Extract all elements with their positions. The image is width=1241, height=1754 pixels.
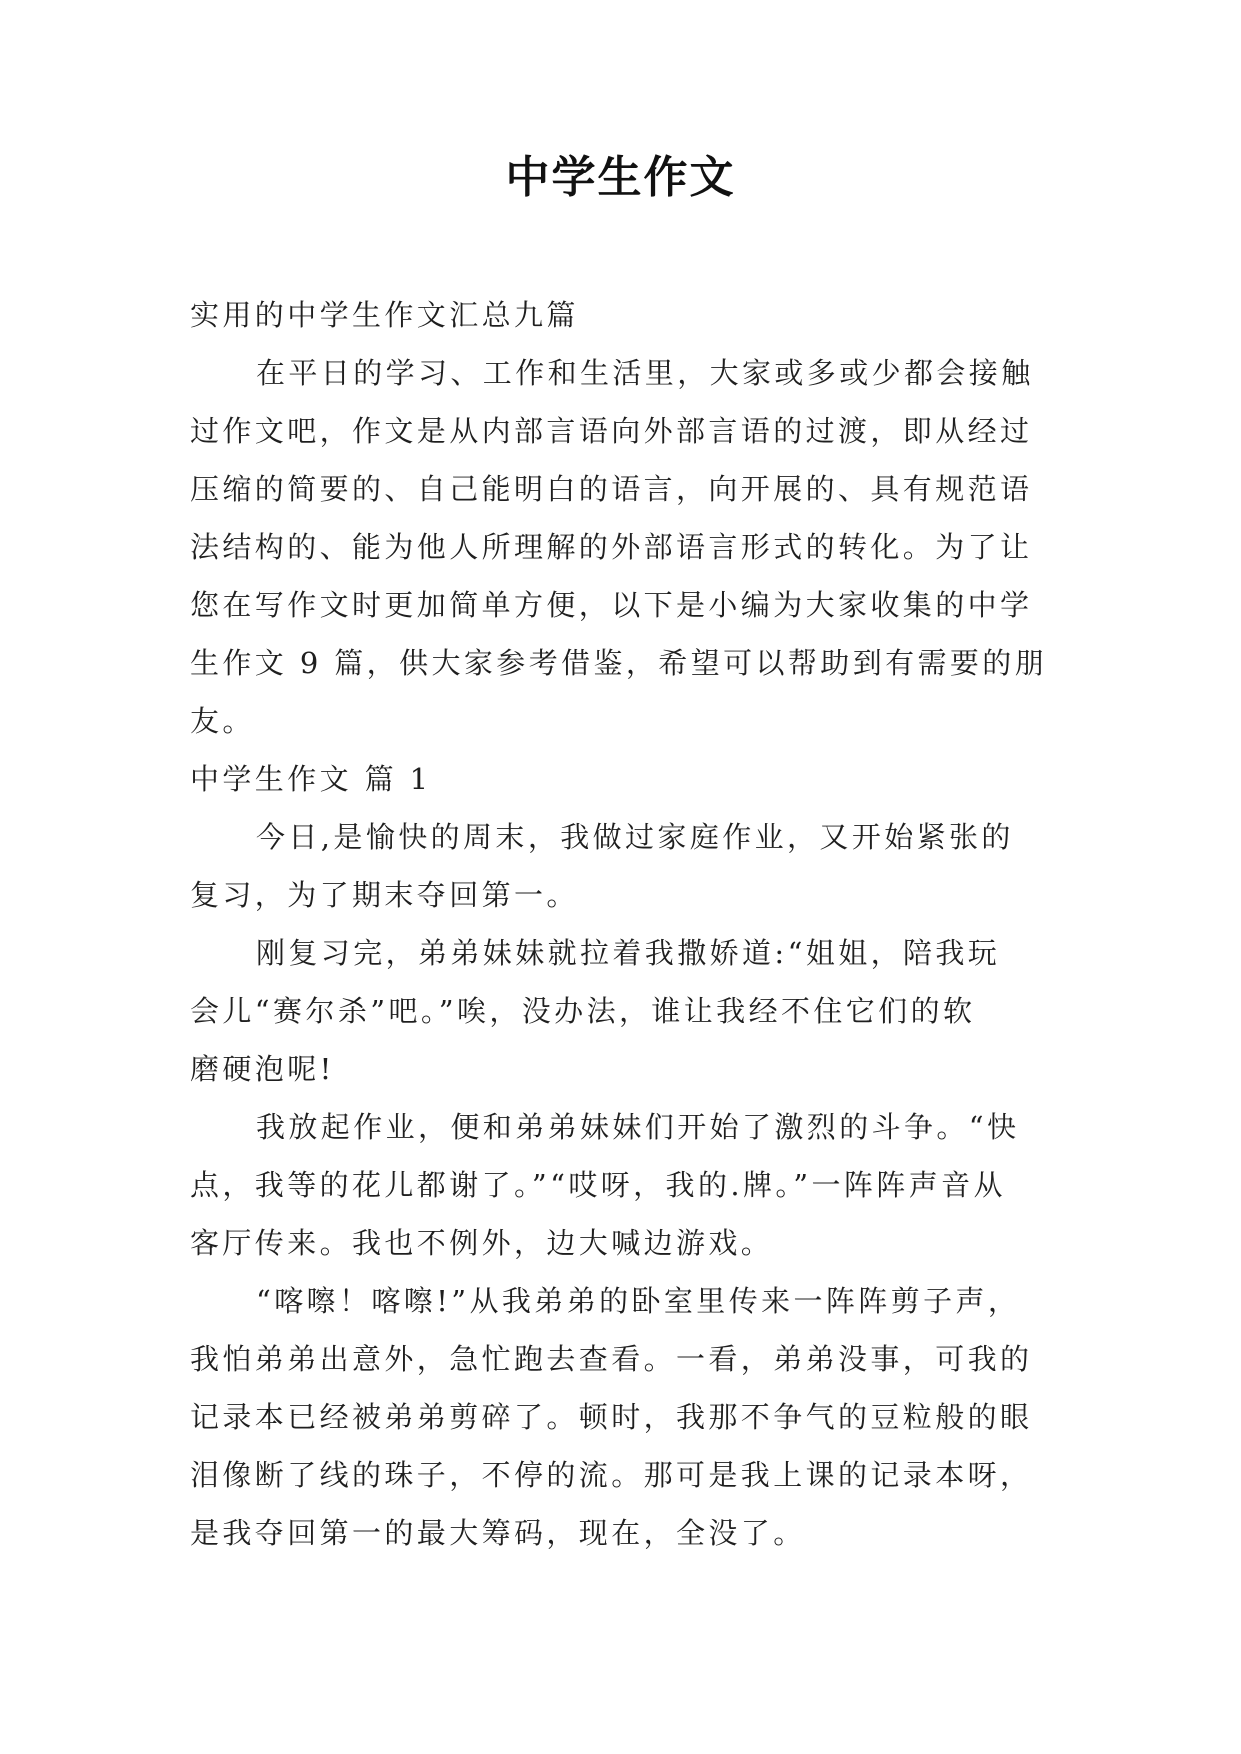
text-line: 压缩的简要的、自己能明白的语言，向开展的、具有规范语 xyxy=(190,472,1033,506)
text-line: 客厅传来。我也不例外，边大喊边游戏。 xyxy=(190,1226,774,1260)
document-body xyxy=(190,286,1050,1562)
text-line: 点，我等的花儿都谢了。”“哎呀，我的.牌。”一阵阵声音从 xyxy=(190,1168,1006,1202)
text-line: 过作文吧，作文是从内部言语向外部言语的过渡，即从经过 xyxy=(190,414,1033,448)
text-line: 生作文 9 篇，供大家参考借鉴，希望可以帮助到有需要的朋 xyxy=(190,646,1048,680)
text-line: 实用的中学生作文汇总九篇 xyxy=(190,298,579,332)
text-line: 中学生作文 篇 1 xyxy=(190,762,432,796)
text-line: 今日,是愉快的周末，我做过家庭作业，又开始紧张的 xyxy=(256,820,1014,854)
text-line: 会儿“赛尔杀”吧。”唉，没办法，谁让我经不住它们的软 xyxy=(190,994,976,1028)
text-line: 我放起作业，便和弟弟妹妹们开始了激烈的斗争。“快 xyxy=(256,1110,1020,1144)
document-title: 中学生作文 xyxy=(505,152,736,203)
text-line: 是我夺回第一的最大筹码，现在，全没了。 xyxy=(190,1516,806,1550)
text-line: 法结构的、能为他人所理解的外部语言形式的转化。为了让 xyxy=(190,530,1033,564)
text-line: 泪像断了线的珠子，不停的流。那可是我上课的记录本呀， xyxy=(190,1458,1033,1492)
text-line: 刚复习完，弟弟妹妹就拉着我撒娇道:“姐姐，陪我玩 xyxy=(256,936,1001,970)
text-line: 您在写作文时更加简单方便，以下是小编为大家收集的中学 xyxy=(190,588,1033,622)
text-line: 磨硬泡呢! xyxy=(190,1052,335,1086)
text-line: 在平日的学习、工作和生活里，大家或多或少都会接触 xyxy=(256,356,1034,390)
text-line: 我怕弟弟出意外，急忙跑去查看。一看，弟弟没事，可我的 xyxy=(190,1342,1033,1376)
text-line: 友。 xyxy=(190,704,255,738)
text-line: 复习，为了期末夺回第一。 xyxy=(190,878,579,912)
text-line: 记录本已经被弟弟剪碎了。顿时，我那不争气的豆粒般的眼 xyxy=(190,1400,1033,1434)
text-line: “喀嚓！喀嚓!”从我弟弟的卧室里传来一阵阵剪子声， xyxy=(256,1284,1021,1318)
